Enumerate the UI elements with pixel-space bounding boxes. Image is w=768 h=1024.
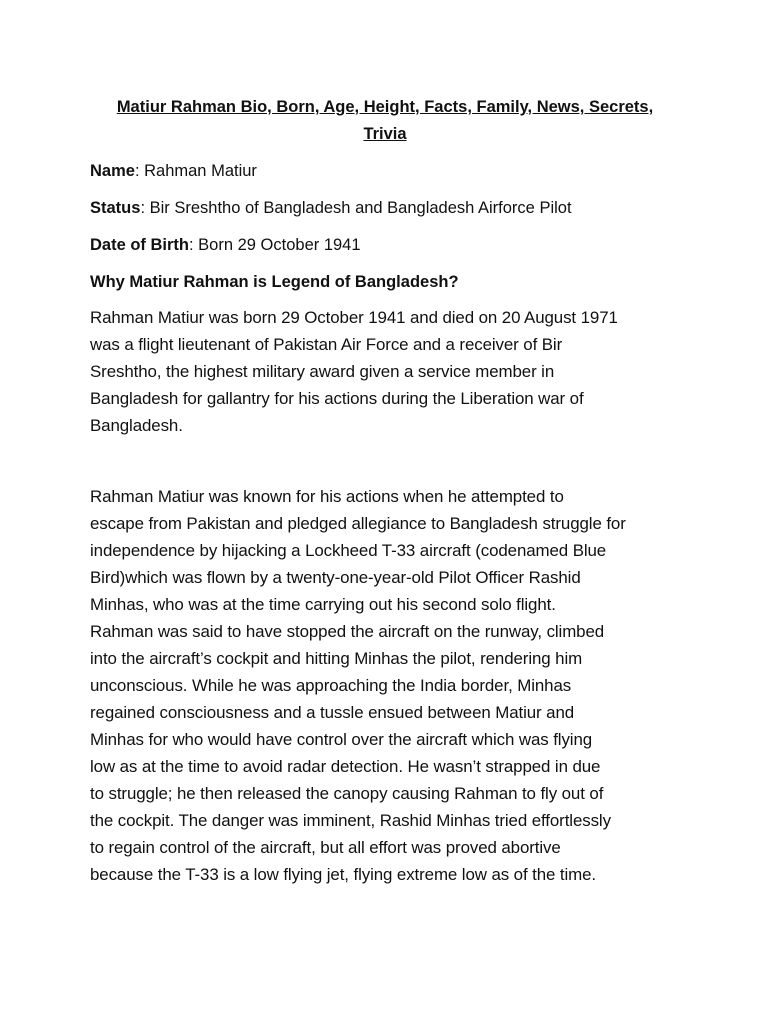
field-label: Name <box>90 162 135 180</box>
paragraph-line: Bangladesh for gallantry for his actions during the Liberation war of <box>90 389 584 408</box>
paragraph-line: Rahman was said to have stopped the aircraft on the runway, climbed <box>90 622 605 641</box>
paragraph-line: Minhas for who would have control over the aircraft which was flying <box>90 730 593 749</box>
field-value: : Rahman Matiur <box>134 162 257 180</box>
paragraph-line: into the aircraft’s cockpit and hitting Minhas the pilot, rendering him <box>90 649 583 668</box>
paragraph-line: was a flight lieutenant of Pakistan Air Force and a receiver of Bir <box>90 335 563 354</box>
paragraph-line: escape from Pakistan and pledged allegiance to Bangladesh struggle for <box>90 514 626 533</box>
paragraph-line: Bangladesh. <box>90 416 183 435</box>
paragraph-line: to struggle; he then released the canopy causing Rahman to fly out of <box>90 784 604 803</box>
paragraph-line: the cockpit. The danger was imminent, Rashid Minhas tried effortlessly <box>90 811 611 830</box>
paragraph-line: Sreshtho, the highest military award given a service member in <box>90 362 555 381</box>
date-of-birth-field <box>90 234 680 256</box>
field-value: : Born 29 October 1941 <box>189 236 361 254</box>
paragraph-line: to regain control of the aircraft, but all effort was proved abortive <box>90 838 561 857</box>
status-field <box>90 197 680 219</box>
paragraph-line: unconscious. While he was approaching the India border, Minhas <box>90 676 572 695</box>
paragraph-line: low as at the time to avoid radar detection. He wasn’t strapped in due <box>90 757 601 776</box>
paragraph-1 <box>90 304 680 439</box>
paragraph-line: Rahman Matiur was known for his actions when he attempted to <box>90 487 564 506</box>
title-line: Trivia <box>363 125 407 143</box>
paragraph-line: Bird)which was flown by a twenty-one-year-old Pilot Officer Rashid <box>90 568 581 587</box>
section-heading: Why Matiur Rahman is Legend of Bangladesh? <box>90 273 459 291</box>
title-line: Matiur Rahman Bio, Born, Age, Height, Facts, Family, News, Secrets, <box>116 98 654 116</box>
paragraph-2 <box>90 483 680 888</box>
paragraph-line: regained consciousness and a tussle ensued between Matiur and <box>90 703 575 722</box>
document-page <box>90 94 680 888</box>
document-title <box>90 94 680 148</box>
paragraph-line: Minhas, who was at the time carrying out his second solo flight. <box>90 595 556 614</box>
paragraph-line: Rahman Matiur was born 29 October 1941 and died on 20 August 1971 <box>90 308 618 327</box>
paragraph-line: because the T-33 is a low flying jet, flying extreme low as of the time. <box>90 865 597 884</box>
name-field <box>90 160 680 182</box>
field-label: Date of Birth <box>90 236 189 254</box>
paragraph-line: independence by hijacking a Lockheed T-33 aircraft (codenamed Blue <box>90 541 607 560</box>
field-value: : Bir Sreshtho of Bangladesh and Bangladesh Airforce Pilot <box>140 199 572 217</box>
field-label: Status <box>90 199 141 217</box>
